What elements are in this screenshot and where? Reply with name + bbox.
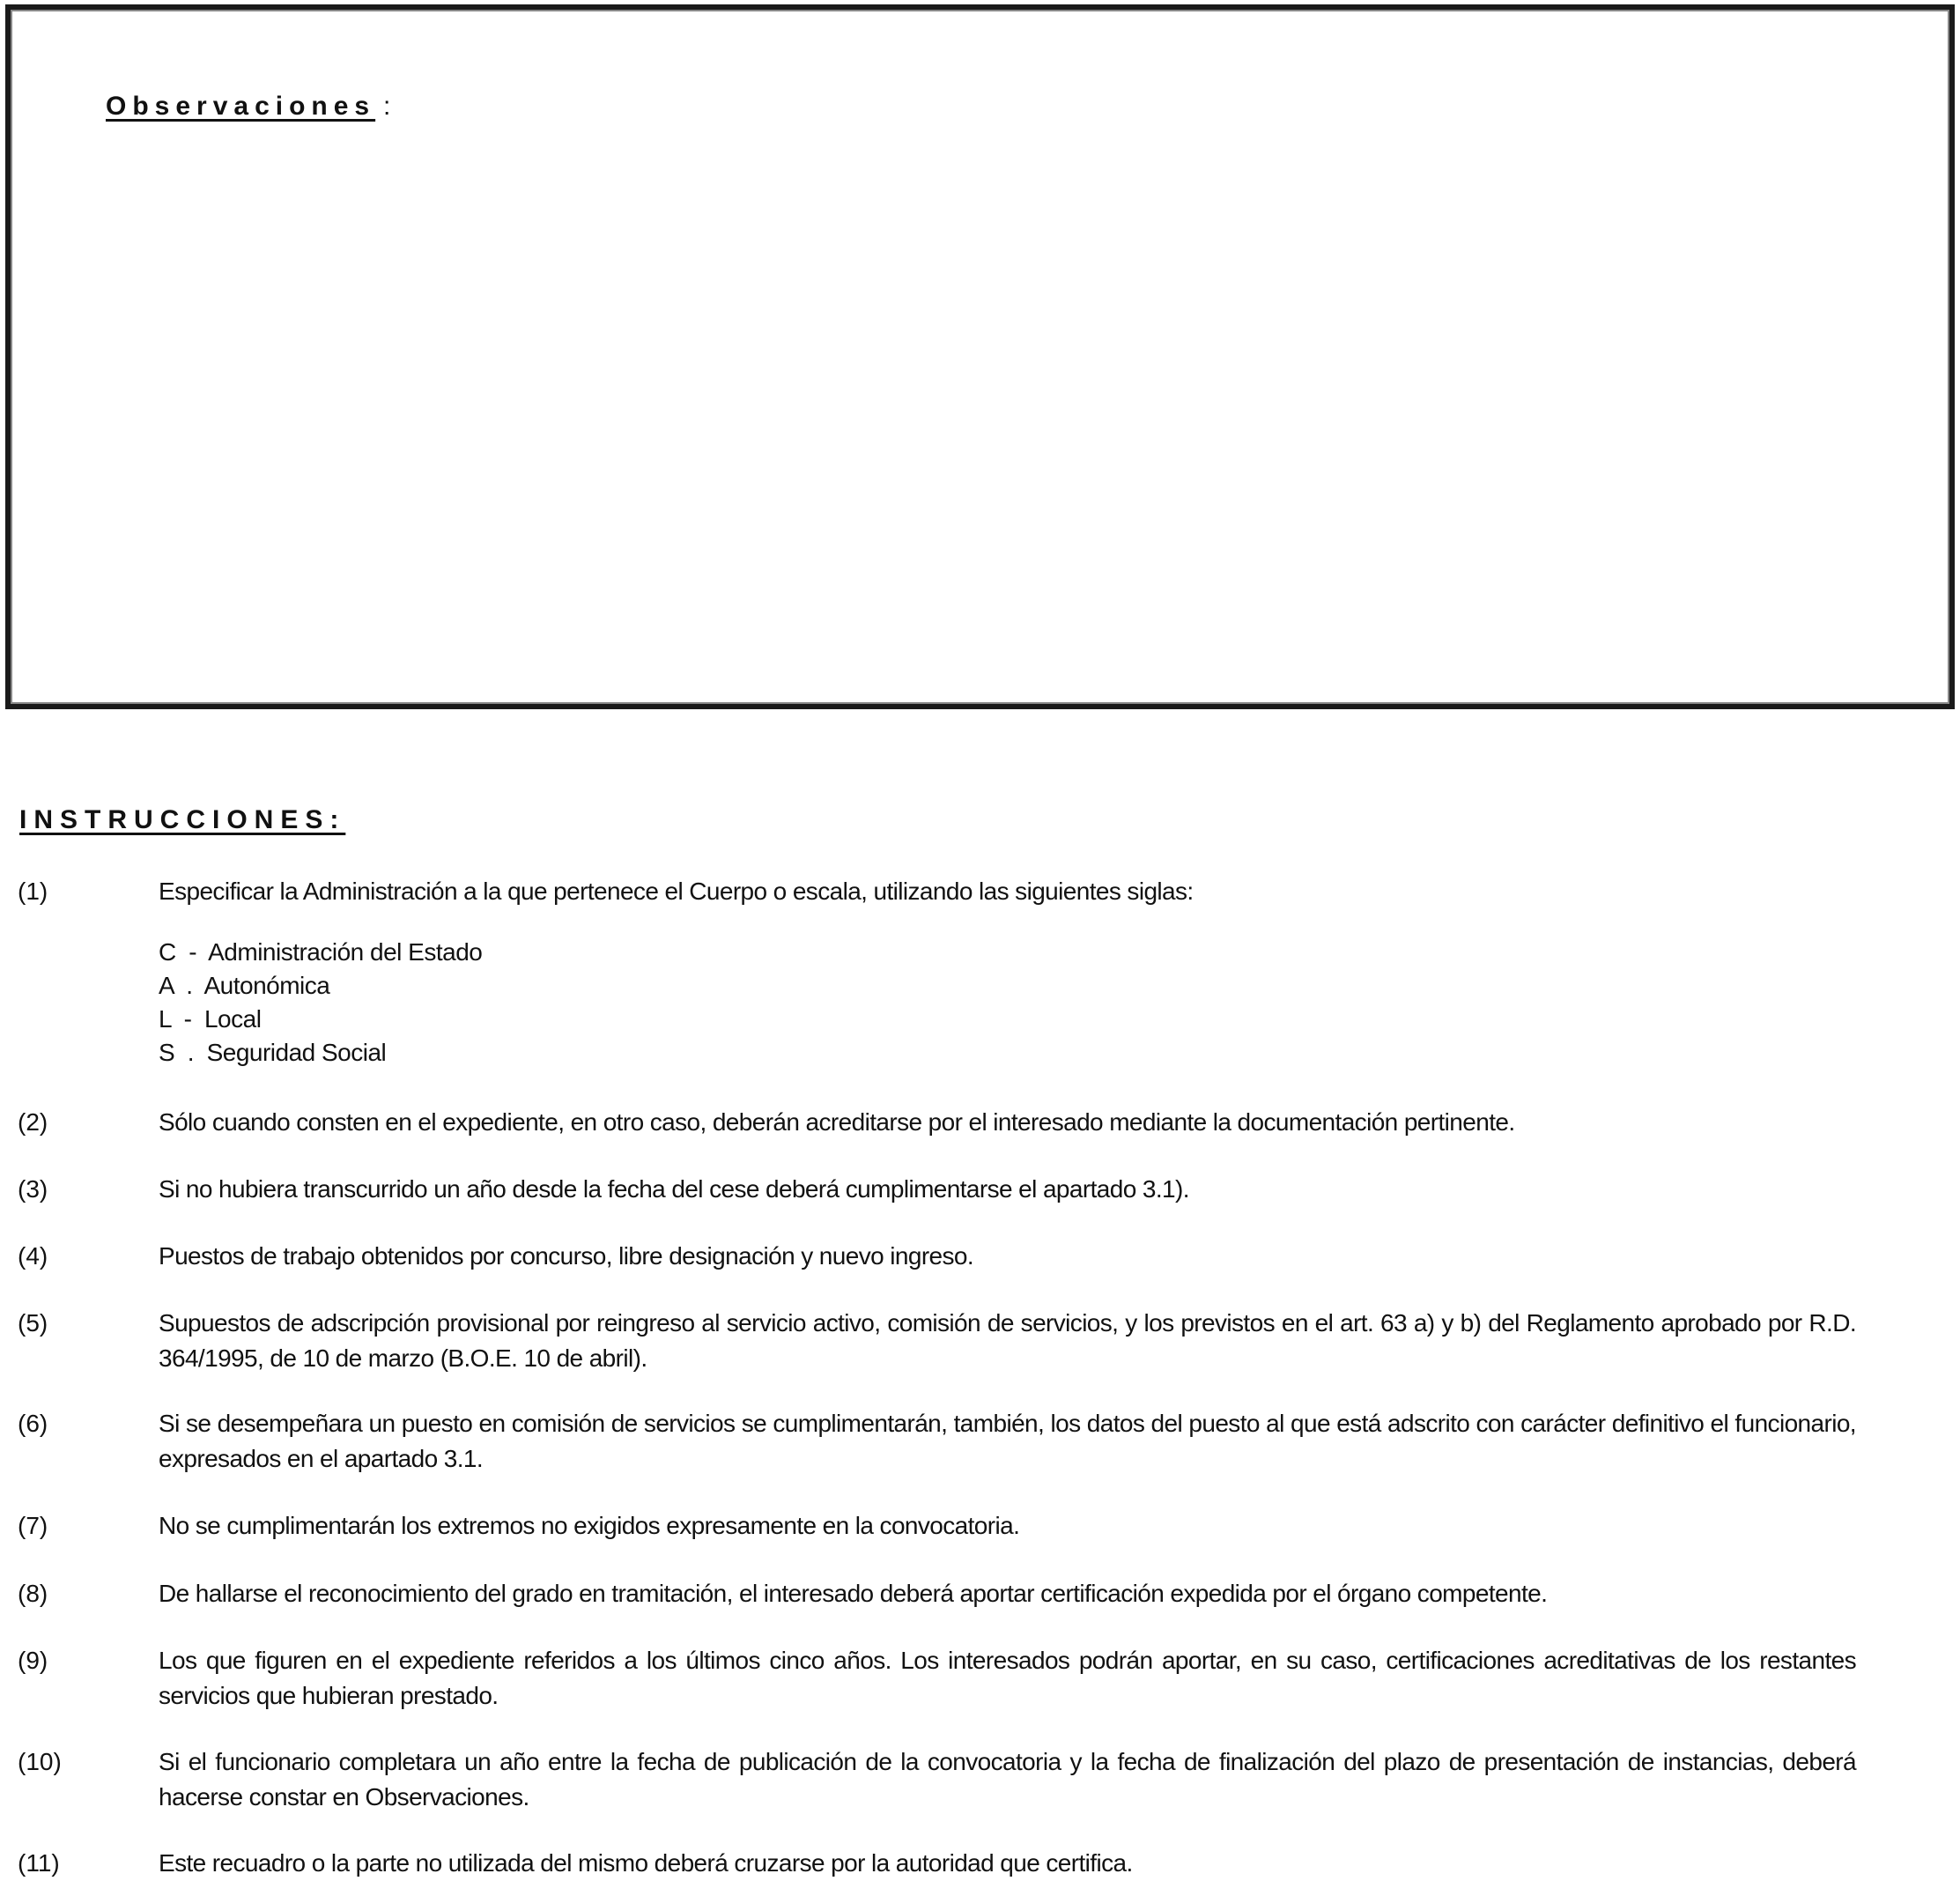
admin-code-l: L - Local (159, 1005, 262, 1033)
instruction-text: Si el funcionario completara un año entre la fecha de publicación de la convocatoria y la fecha de finalización del plazo de presentación de instancias, deberá hacerse constar en Observaciones. (159, 1748, 1856, 1811)
instruction-text: Los que figuren en el expediente referidos a los últimos cinco años. Los interesados podrán aportar, en su caso, certificaciones acreditativas de los restantes servicios que hubieran prestado. (159, 1647, 1856, 1709)
observaciones-title: Observaciones (106, 92, 376, 121)
instruction-number: (7) (18, 1512, 48, 1539)
instruction-number: (6) (18, 1410, 48, 1437)
instruction-number: (1) (18, 878, 48, 905)
instruction-text: Si no hubiera transcurrido un año desde la fecha del cese deberá cumplimentarse el apartado 3.1). (159, 1175, 1189, 1203)
instruction-text: Supuestos de adscripción provisional por reingreso al servicio activo, comisión de servicios, y los previstos en el art. 63 a) y b) del Reglamento aprobado por R.D. 364/1995, de 10 de marzo (B.O.E. 10 de abril). (159, 1309, 1856, 1372)
instruction-text: Sólo cuando consten en el expediente, en otro caso, deberán acreditarse por el interesado mediante la documentación pertinente. (159, 1108, 1515, 1136)
instruction-number: (2) (18, 1108, 48, 1136)
instruction-number: (5) (18, 1309, 48, 1337)
instruction-number: (8) (18, 1580, 48, 1607)
instruction-text: Puestos de trabajo obtenidos por concurso, libre designación y nuevo ingreso. (159, 1242, 974, 1270)
instruction-text: Si se desempeñara un puesto en comisión de servicios se cumplimentarán, también, los datos del puesto al que está adscrito con carácter definitivo el funcionario, expresados en el apartado 3.1. (159, 1410, 1856, 1472)
instruction-text: Este recuadro o la parte no utilizada del mismo deberá cruzarse por la autoridad que certifica. (159, 1849, 1133, 1877)
observaciones-box[interactable] (5, 4, 1955, 709)
instrucciones-title: INSTRUCCIONES: (19, 805, 346, 834)
admin-codes-list (159, 936, 482, 1070)
instruction-text: Especificar la Administración a la que pertenece el Cuerpo o escala, utilizando las siguientes siglas: (159, 878, 1194, 905)
instruction-number: (11) (18, 1849, 60, 1877)
admin-code-c: C - Administración del Estado (159, 938, 483, 966)
instruction-number: (9) (18, 1647, 48, 1674)
instruction-number: (3) (18, 1175, 48, 1203)
admin-code-s: S . Seguridad Social (159, 1039, 387, 1066)
instruction-text: De hallarse el reconocimiento del grado en tramitación, el interesado deberá aportar certificación expedida por el órgano competente. (159, 1580, 1548, 1607)
admin-code-a: A . Autonómica (159, 972, 330, 999)
instruction-number: (4) (18, 1242, 48, 1270)
instruction-number: (10) (18, 1748, 62, 1775)
observaciones-colon: : (383, 92, 391, 121)
instruction-text: No se cumplimentarán los extremos no exigidos expresamente en la convocatoria. (159, 1512, 1020, 1539)
